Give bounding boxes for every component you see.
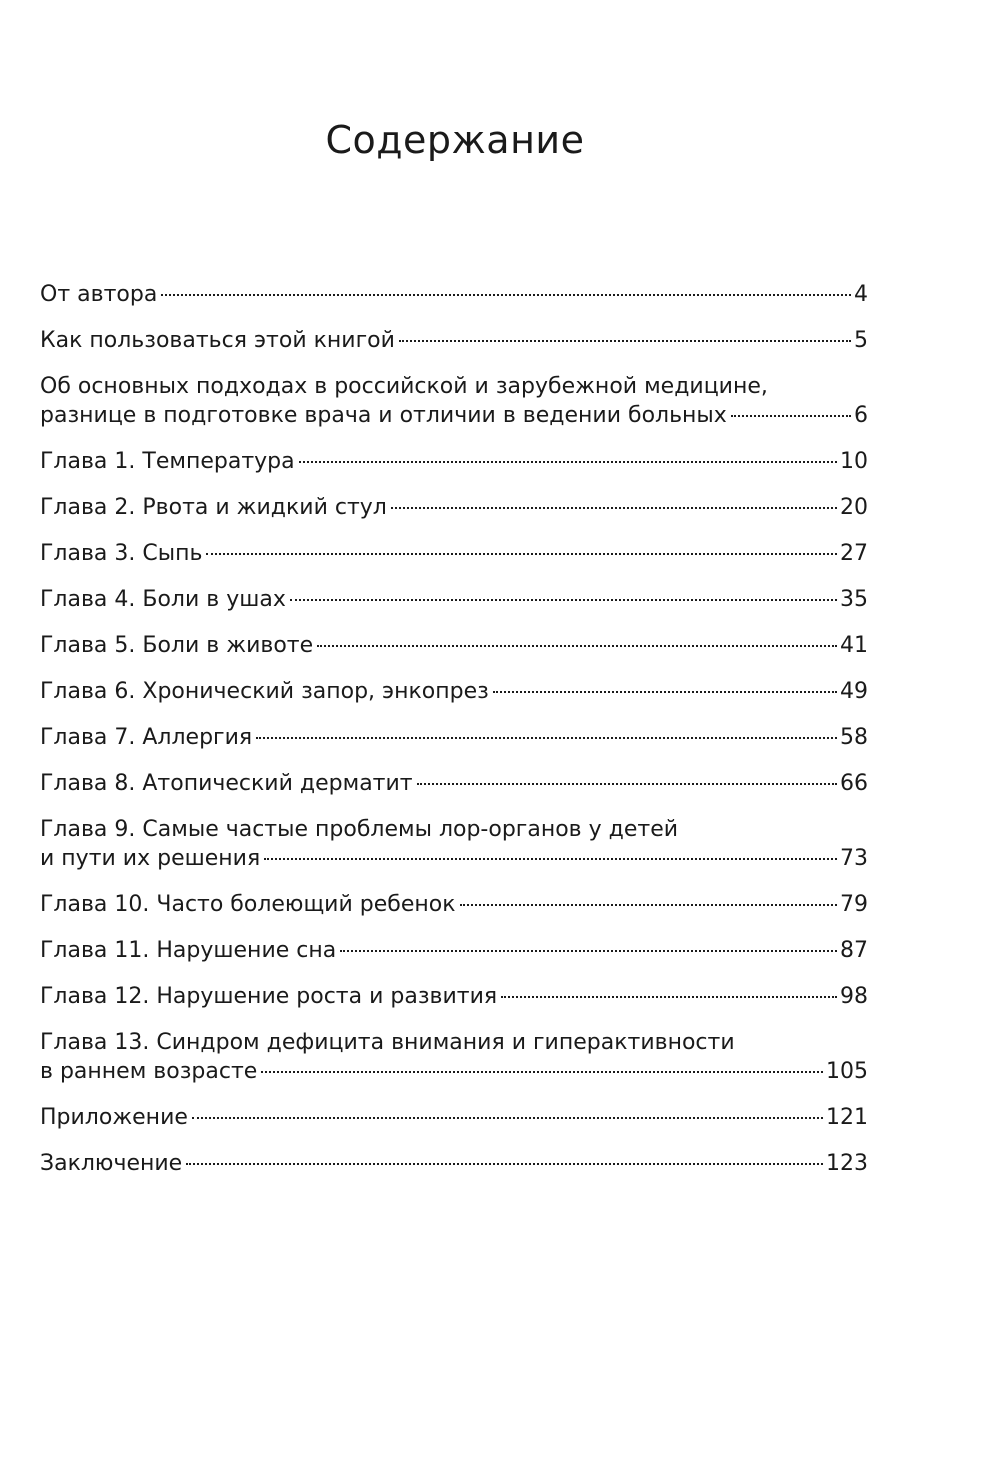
toc-entry[interactable] [40, 631, 868, 660]
dot-leader [256, 737, 837, 739]
toc-page-number: 105 [826, 1059, 868, 1084]
dot-leader [264, 858, 837, 860]
toc-entry-title: Глава 2. Рвота и жидкий стул [40, 495, 387, 520]
toc-row [40, 1103, 868, 1132]
dot-leader [731, 415, 851, 417]
toc-entry-title: Глава 11. Нарушение сна [40, 938, 337, 963]
toc-entry-title: в раннем возрасте [40, 1059, 258, 1084]
toc-row [40, 844, 868, 873]
toc-row [40, 936, 868, 965]
toc-entry-title: Приложение [40, 1105, 188, 1130]
toc-row [40, 493, 868, 522]
toc-entry-title: Глава 7. Аллергия [40, 725, 253, 750]
toc-entry-title: От автора [40, 282, 158, 307]
toc-entry[interactable] [40, 982, 868, 1011]
dot-leader [161, 294, 851, 296]
toc-entry-title-line1: Глава 9. Самые частые проблемы лор-органов у детей [40, 817, 679, 842]
toc-entry[interactable] [40, 677, 868, 706]
dot-leader [399, 340, 851, 342]
toc-entry[interactable] [40, 723, 868, 752]
toc-entry[interactable] [40, 372, 868, 430]
toc-entry-title-line1: Глава 13. Синдром дефицита внимания и гиперактивности [40, 1030, 735, 1055]
dot-leader [417, 783, 837, 785]
toc-entry[interactable] [40, 890, 868, 919]
toc-row [40, 769, 868, 798]
toc-entry-title: Как пользоваться этой книгой [40, 328, 395, 353]
dot-leader [493, 691, 837, 693]
toc-entry[interactable] [40, 1028, 868, 1086]
toc-row [40, 631, 868, 660]
dot-leader [391, 507, 837, 509]
toc-row [40, 280, 868, 309]
toc-entry[interactable] [40, 769, 868, 798]
dot-leader [299, 461, 837, 463]
toc-entry-title: Глава 10. Часто болеющий ребенок [40, 892, 456, 917]
dot-leader [192, 1117, 823, 1119]
toc-row [40, 326, 868, 355]
toc-row [40, 890, 868, 919]
toc-entry-title: и пути их решения [40, 846, 261, 871]
toc-entry-title: Глава 3. Сыпь [40, 541, 203, 566]
toc-row [40, 585, 868, 614]
toc-entry-title-line1: Об основных подходах в российской и зарубежной медицине, [40, 374, 768, 399]
toc-entry-title: Глава 6. Хронический запор, энкопрез [40, 679, 489, 704]
dot-leader [340, 950, 837, 952]
toc-entry-title: Глава 4. Боли в ушах [40, 587, 286, 612]
toc-entry-title: Заключение [40, 1151, 183, 1176]
toc-page-number: 123 [826, 1151, 868, 1176]
dot-leader [206, 553, 837, 555]
toc-page-number: 41 [840, 633, 868, 658]
toc-page-number: 35 [840, 587, 868, 612]
toc-entry[interactable] [40, 539, 868, 568]
toc-entry[interactable] [40, 1103, 868, 1132]
toc-entry-title: Глава 8. Атопический дерматит [40, 771, 413, 796]
toc-page-number: 66 [840, 771, 868, 796]
toc-entry-title: Глава 12. Нарушение роста и развития [40, 984, 498, 1009]
toc-entry[interactable] [40, 936, 868, 965]
toc-entry-title: Глава 5. Боли в животе [40, 633, 314, 658]
toc-row [40, 539, 868, 568]
toc-page-number: 49 [840, 679, 868, 704]
dot-leader [261, 1071, 823, 1073]
toc-row [40, 723, 868, 752]
toc-page-number: 10 [840, 449, 868, 474]
toc-page-number: 27 [840, 541, 868, 566]
toc-entry[interactable] [40, 447, 868, 476]
dot-leader [186, 1163, 823, 1165]
dot-leader [317, 645, 837, 647]
toc-row [40, 1149, 868, 1178]
toc-page-number: 5 [854, 328, 868, 353]
dot-leader [460, 904, 838, 906]
toc-page-number: 87 [840, 938, 868, 963]
page-title: Содержание [325, 118, 585, 162]
toc-entry[interactable] [40, 815, 868, 873]
toc-page-number: 4 [854, 282, 868, 307]
table-of-contents [40, 280, 868, 1195]
toc-row [40, 677, 868, 706]
toc-entry[interactable] [40, 326, 868, 355]
toc-page-number: 98 [840, 984, 868, 1009]
toc-entry-title: Глава 1. Температура [40, 449, 295, 474]
toc-page-number: 73 [840, 846, 868, 871]
toc-page-number: 58 [840, 725, 868, 750]
toc-page-number: 20 [840, 495, 868, 520]
toc-page-number: 121 [826, 1105, 868, 1130]
toc-page-number: 6 [854, 403, 868, 428]
toc-entry[interactable] [40, 493, 868, 522]
toc-entry[interactable] [40, 280, 868, 309]
toc-entry[interactable] [40, 585, 868, 614]
toc-entry-title: разнице в подготовке врача и отличии в ведении больных [40, 403, 727, 428]
toc-row [40, 1057, 868, 1086]
dot-leader [501, 996, 837, 998]
toc-row [40, 447, 868, 476]
toc-entry[interactable] [40, 1149, 868, 1178]
toc-page-number: 79 [840, 892, 868, 917]
toc-row [40, 401, 868, 430]
toc-row [40, 982, 868, 1011]
dot-leader [290, 599, 837, 601]
